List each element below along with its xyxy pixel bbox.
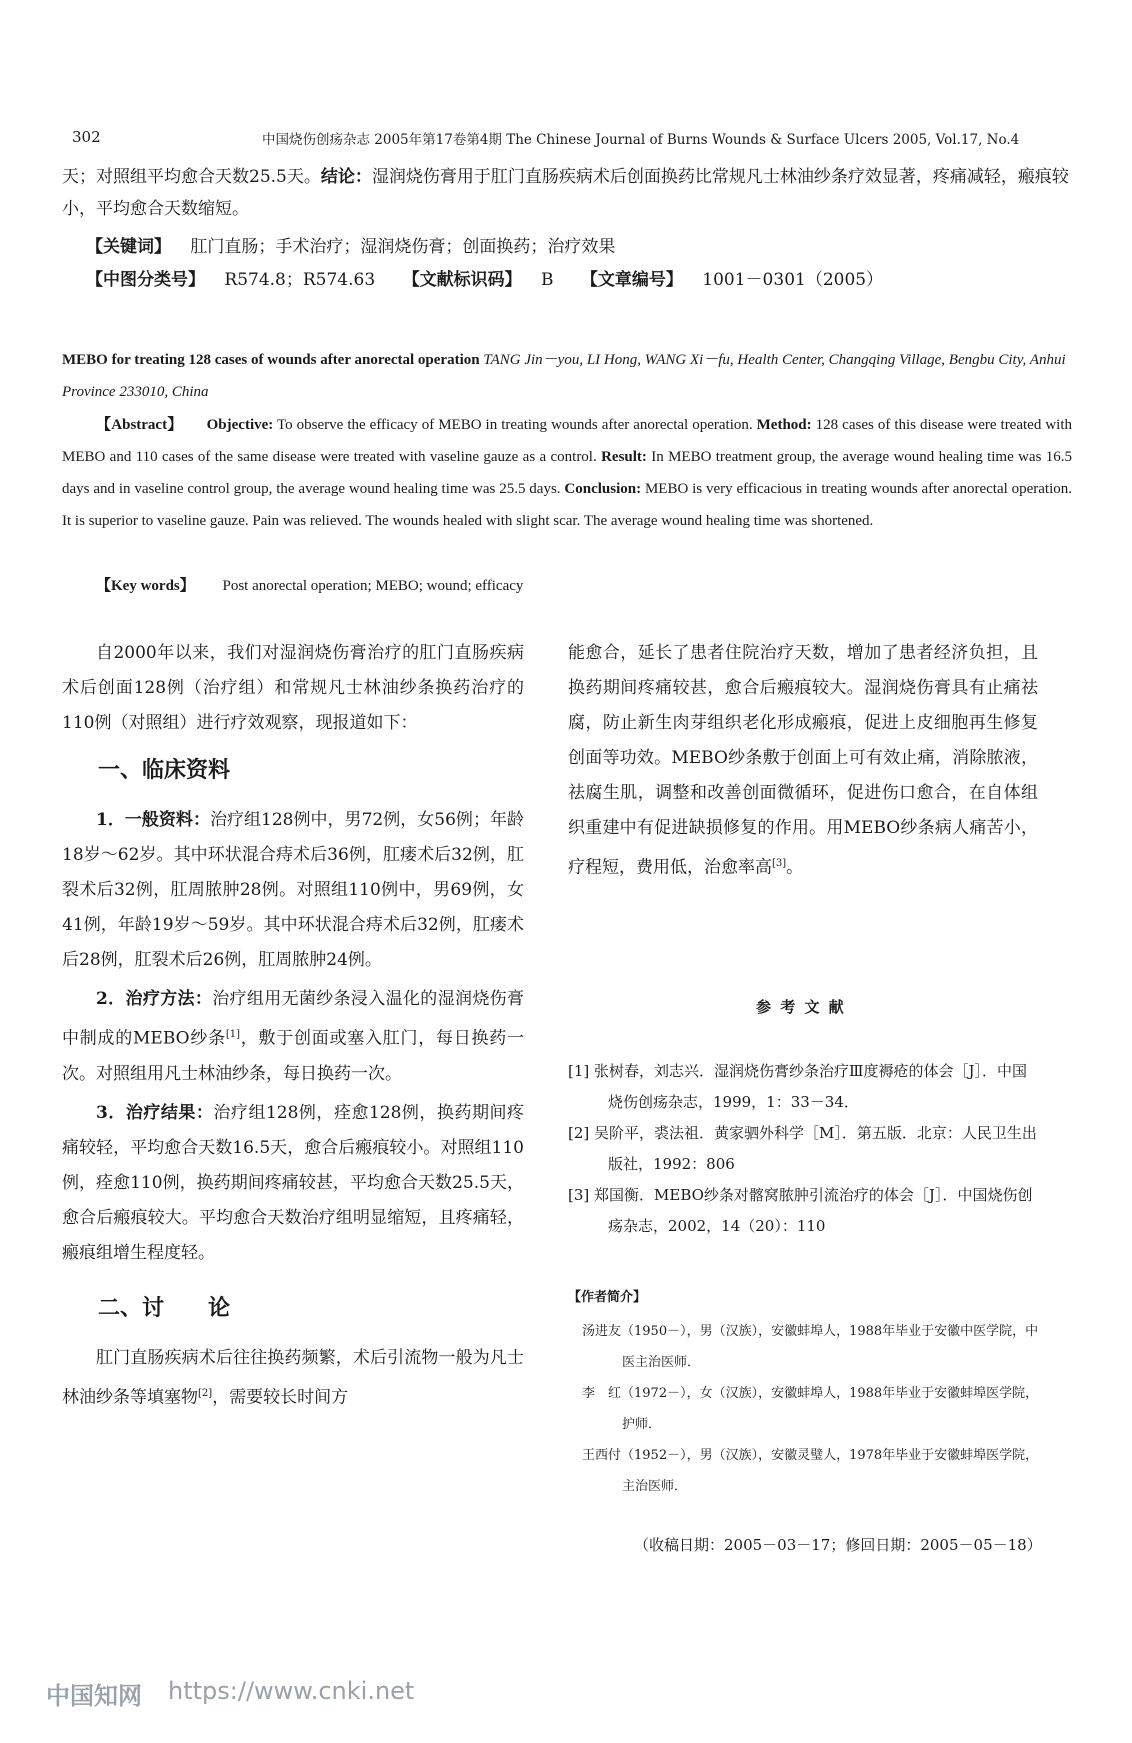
result-cn-text: 治疗组128例，痊愈128例，换药期间疼痛较轻，平均愈合天数16.5天，愈合后瘢痕较小。对照组110例，痊愈110例，换药期间疼痛较甚，平均愈合天数25.5天，愈合后瘢痕较大。平均愈合天数治疗组明显缩短，且疼痛轻，瘢痕组增生程度轻。 bbox=[62, 1102, 524, 1263]
reference-1: [1] 张树春，刘志兴．湿润烧伤膏纱条治疗Ⅲ度褥疮的体会［J］．中国烧伤创疡杂志，1999，1：33－34． bbox=[568, 1062, 1027, 1111]
paragraph-result bbox=[62, 1096, 524, 1271]
section-2-title: 二、讨 论 bbox=[98, 1295, 231, 1321]
method-text: 128 cases of this disease were treated with MEBO and 110 cases of the same disease were treated with vaseline gauze as a control. bbox=[62, 417, 1073, 465]
discussion-text-a: 肛门直肠疾病术后往往换药频繁，术后引流物一般为凡士林油纱条等填塞物 bbox=[62, 1347, 524, 1408]
cn-abstract bbox=[62, 161, 1072, 225]
received-dates: （收稿日期：2005－03－17；修回日期：2005－05－18） bbox=[634, 1536, 1042, 1554]
en-keywords bbox=[96, 570, 523, 602]
result-label: Result: bbox=[601, 449, 647, 465]
cnki-url[interactable]: https://www.cnki.net bbox=[168, 1677, 415, 1705]
general-label: 1．一般资料： bbox=[96, 810, 210, 830]
method-cn-text-b: ，敷于创面或塞入肛门，每日换药一次。对照组用凡士林油纱条，每日换药一次。 bbox=[62, 1028, 525, 1084]
result-cn-label: 3．治疗结果： bbox=[96, 1102, 214, 1123]
paragraph-general bbox=[62, 803, 524, 978]
discussion-cont-text-a: 能愈合，延长了患者住院治疗天数，增加了患者经济负担，且换药期间疼痛较甚，愈合后瘢痕较大。湿润烧伤膏具有止痛祛腐，防止新生肉芽组织老化形成瘢痕，促进上皮细胞再生修复创面等功效。MEBO纱条敷于创面上可有效止痛，消除脓液，祛腐生肌，调整和改善创面微循环，促进伤口愈合，在自体组织重建中有促进缺损修复的作用。用MEBO纱条病人痛苦小，疗程短，费用低，治愈率高 bbox=[568, 643, 1038, 878]
cn-keywords-text: 肛门直肠；手术治疗；湿润烧伤膏；创面换药；治疗效果 bbox=[190, 237, 616, 257]
page-number: 302 bbox=[72, 128, 101, 146]
running-title: 中国烧伤创疡杂志 2005年第17卷第4期 The Chinese Journal of Burns Wounds & Surface Ulcers 2005, Vol.17, No.4 bbox=[262, 132, 1020, 148]
en-abstract-body bbox=[62, 409, 1072, 537]
discussion-text-b: ，需要较长时间方 bbox=[212, 1387, 349, 1408]
ref-mark-2: [2] bbox=[198, 1387, 213, 1399]
reference-3: [3] 郑国衡．MEBO纱条对髂窝脓肿引流治疗的体会［J］．中国烧伤创疡杂志，2002，14（20）：110 bbox=[568, 1186, 1033, 1235]
cn-conclusion-label: 结论： bbox=[320, 167, 372, 187]
class-value: R574.8；R574.63 bbox=[224, 270, 376, 290]
references-title: 参 考 文 献 bbox=[756, 998, 846, 1016]
cn-abstract-continuation: 天；对照组平均愈合天数25.5天。 bbox=[62, 167, 321, 187]
en-abstract-label: 【Abstract】 bbox=[96, 417, 183, 433]
class-label: 【中图分类号】 bbox=[86, 270, 205, 290]
discussion-cont-text-b: 。 bbox=[786, 857, 804, 878]
ref-mark-3: [3] bbox=[772, 858, 787, 869]
paragraph-method bbox=[62, 982, 524, 1092]
right-column bbox=[568, 636, 1038, 886]
section-1-title: 一、临床资料 bbox=[98, 758, 231, 783]
left-column bbox=[62, 636, 524, 1415]
author-info-title: 【作者简介】 bbox=[568, 1290, 647, 1305]
method-cn-text-a: 治疗组用无菌纱条浸入温化的湿润烧伤膏中制成的MEBO纱条 bbox=[62, 989, 524, 1049]
cn-conclusion-text: 湿润烧伤膏用于肛门直肠疾病术后创面换药比常规凡士林油纱条疗效显著，疼痛减轻，瘢痕较小，平均愈合天数缩短。 bbox=[62, 167, 1069, 219]
ref-mark-1: [1] bbox=[225, 1029, 240, 1040]
doccode-label: 【文献标识码】 bbox=[402, 270, 522, 290]
reference-2: [2] 吴阶平，裘法祖．黄家驷外科学［M］．第五版．北京：人民卫生出版社，1992：806 bbox=[568, 1124, 1037, 1173]
author-1: 汤进友（1950－），男（汉族），安徽蚌埠人，1988年毕业于安徽中医学院，中医主治医师． bbox=[582, 1324, 1039, 1370]
general-text: 治疗组128例中，男72例，女56例；年龄18岁～62岁。其中环状混合痔术后36例，肛瘘术后32例，肛裂术后32例，肛周脓肿28例。对照组110例中，男69例，女41例，年龄19岁～59岁。其中环状混合痔术后32例，肛瘘术后28例，肛裂术后26例，肛周脓肿24例。 bbox=[62, 810, 524, 970]
conclusion-text: MEBO is very efficacious in treating wounds after anorectal operation. It is superior to vaseline gauze. Pain was relieved. The wounds healed with slight scar. The average wound healing time was shortened. bbox=[62, 481, 1073, 529]
method-cn-label: 2．治疗方法： bbox=[96, 989, 213, 1009]
article-value: 1001－0301（2005） bbox=[702, 270, 884, 290]
cnki-logo: 中国知网 bbox=[46, 1682, 142, 1710]
en-keywords-label: 【Key words】 bbox=[96, 578, 195, 594]
objective-label: Objective: bbox=[206, 417, 274, 433]
doccode-value: B bbox=[540, 270, 554, 290]
method-label: Method: bbox=[756, 417, 812, 433]
paragraph-discussion bbox=[62, 1341, 524, 1416]
author-3: 王西付（1952－），男（汉族），安徽灵璧人，1978年毕业于安徽蚌埠医学院，主治医师． bbox=[582, 1448, 1039, 1494]
en-keywords-text: Post anorectal operation; MEBO; wound; efficacy bbox=[222, 578, 524, 594]
en-authors: TANG Jin－you, LI Hong, WANG Xi－fu, Health Center, Changqing Village, Bengbu City, Anhui Province 233010, China bbox=[62, 352, 1066, 400]
references-list bbox=[568, 1056, 1038, 1242]
en-title: MEBO for treating 128 cases of wounds after anorectal operation bbox=[62, 352, 480, 368]
en-title-block bbox=[62, 344, 1072, 408]
conclusion-label: Conclusion: bbox=[564, 481, 642, 497]
objective-text: To observe the efficacy of MEBO in treating wounds after anorectal operation. bbox=[277, 417, 753, 433]
cn-keywords-label: 【关键词】 bbox=[86, 237, 171, 257]
paragraph-discussion-cont bbox=[568, 636, 1038, 886]
author-2: 李 红（1972－），女（汉族），安徽蚌埠人，1988年毕业于安徽蚌埠医学院，护师． bbox=[582, 1386, 1039, 1432]
intro-paragraph: 自2000年以来，我们对湿润烧伤膏治疗的肛门直肠疾病术后创面128例（治疗组）和常规凡士林油纱条换药治疗的110例（对照组）进行疗效观察，现报道如下： bbox=[62, 643, 524, 733]
author-info-list bbox=[582, 1316, 1042, 1502]
cn-keywords bbox=[86, 231, 615, 263]
cn-classification bbox=[86, 264, 883, 296]
result-text: In MEBO treatment group, the average wound healing time was 16.5 days and in vaseline control group, the average wound healing time was 25.5 days. bbox=[62, 449, 1073, 497]
article-label: 【文章编号】 bbox=[580, 270, 683, 290]
